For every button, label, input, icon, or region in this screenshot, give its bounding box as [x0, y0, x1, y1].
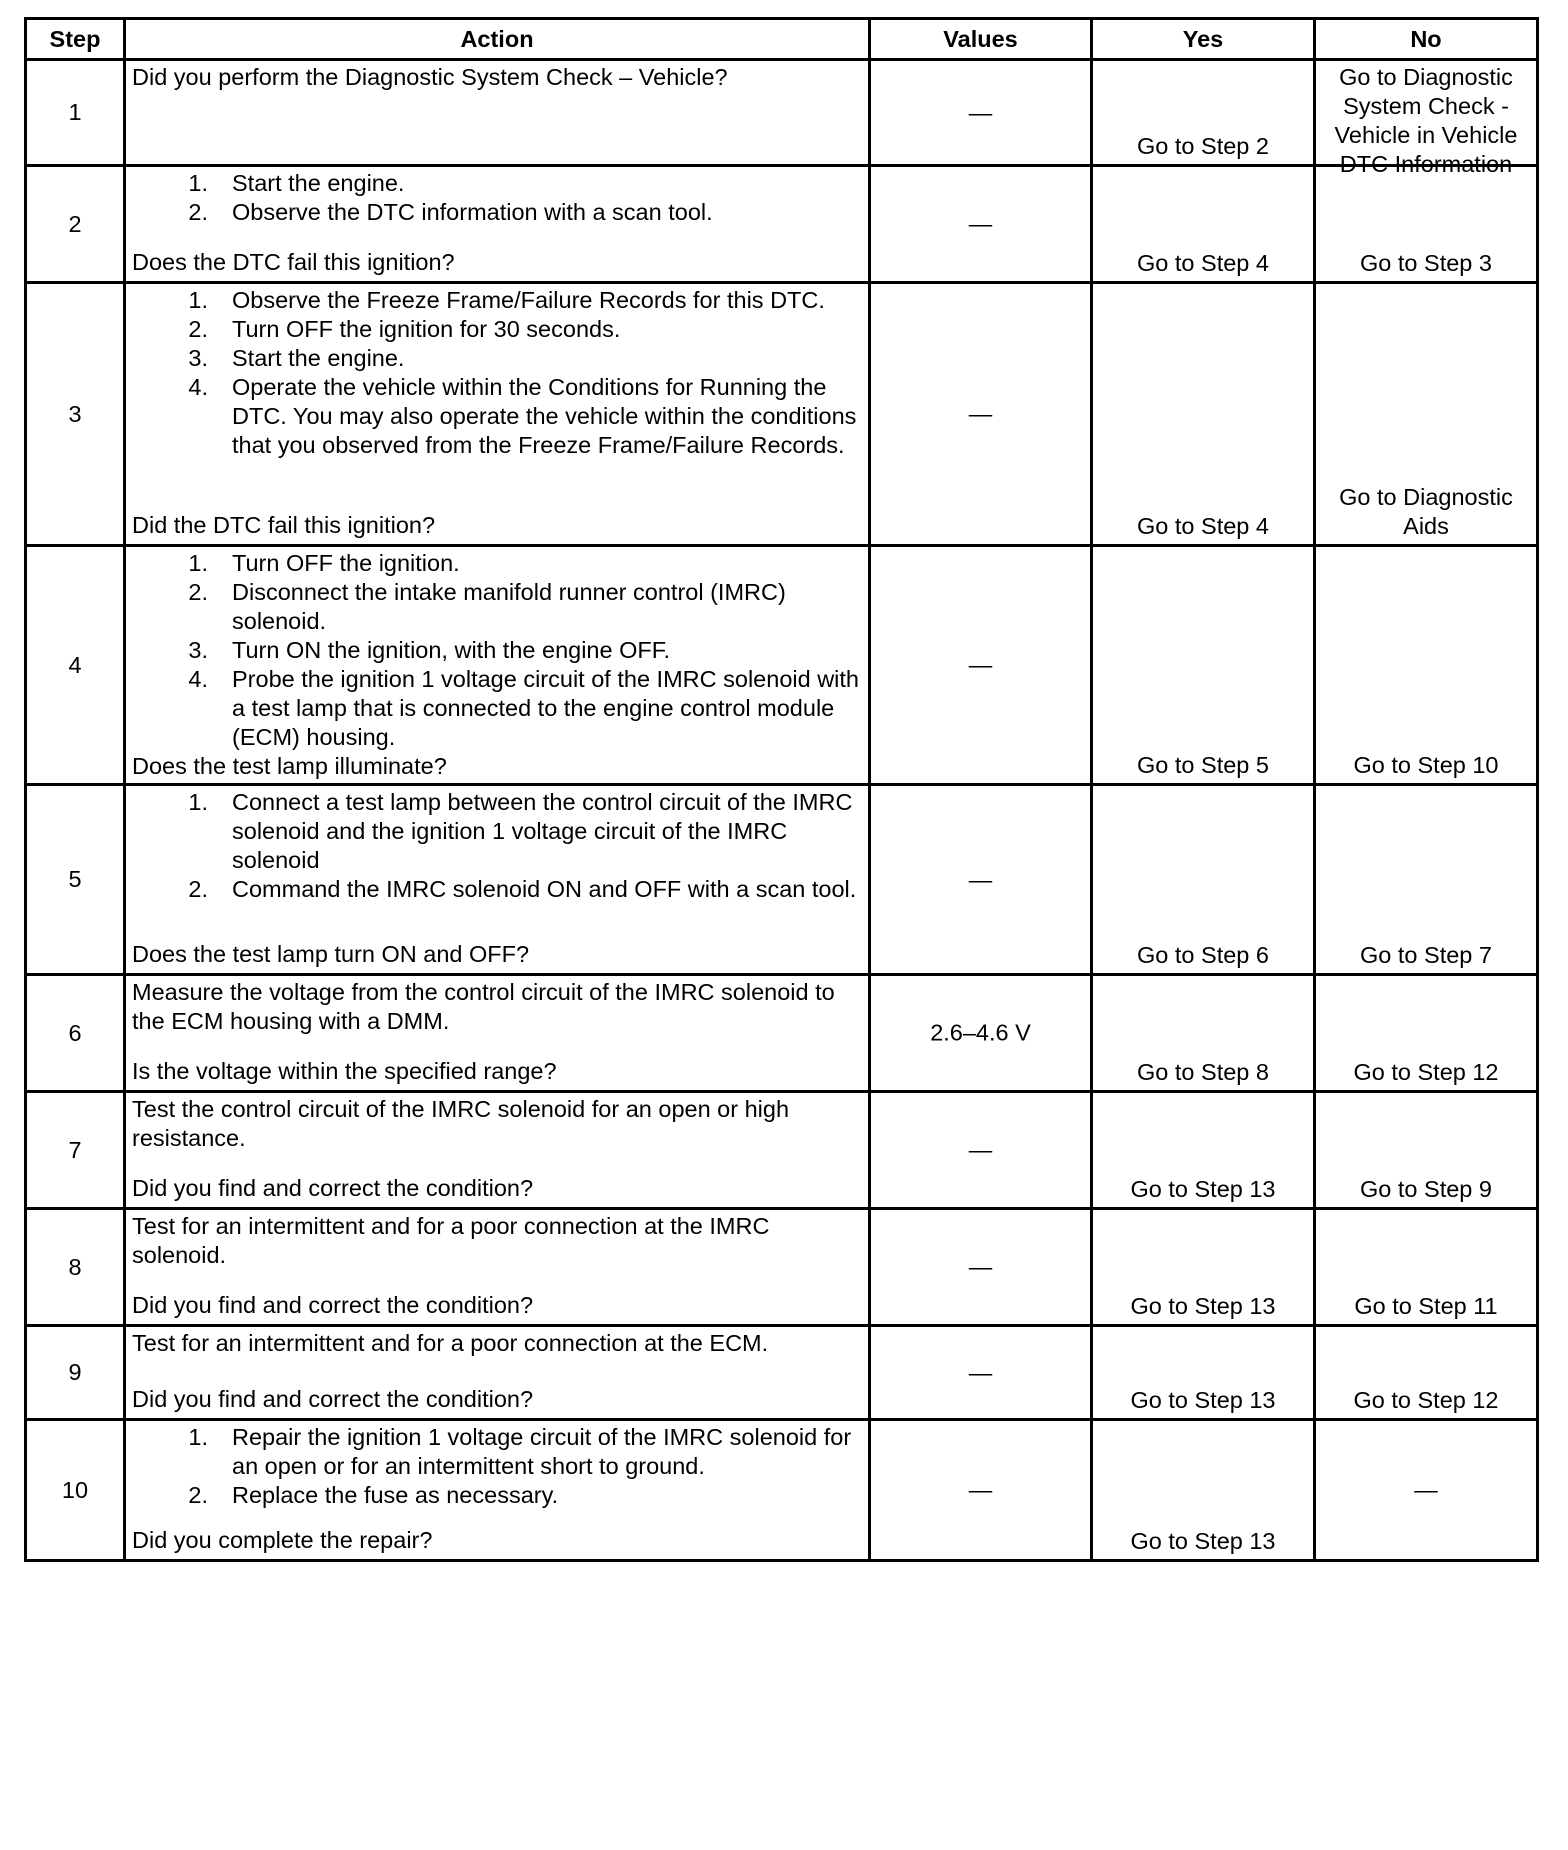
- no-cell: [1315, 975, 1538, 1092]
- value-text: 2.6–4.6 V: [930, 1019, 1031, 1046]
- action-content: [132, 1329, 862, 1414]
- yes-text: Go to Step 4: [1137, 250, 1269, 276]
- value-text: —: [968, 400, 993, 427]
- no-text: Go to Diagnostic System Check - Vehicle in Vehicle DTC Information: [1334, 64, 1518, 177]
- action-body: [132, 1095, 862, 1153]
- no-cell: [1315, 1326, 1538, 1420]
- list-item: [132, 169, 862, 198]
- no-cell: [1315, 1209, 1538, 1326]
- step-number: 10: [26, 1420, 125, 1561]
- yes-cell: [1092, 1209, 1315, 1326]
- action-cell: [125, 166, 870, 283]
- item-number: 1.: [188, 550, 208, 576]
- yes-cell: [1092, 975, 1315, 1092]
- item-number: 4.: [188, 666, 208, 692]
- list-item: [132, 875, 862, 904]
- list-item: [132, 1423, 862, 1481]
- action-question: Did the DTC fail this ignition?: [132, 512, 436, 538]
- step-number: 8: [26, 1209, 125, 1326]
- action-content: [132, 1212, 862, 1320]
- action-question: Is the voltage within the specified range?: [132, 1058, 557, 1084]
- no-text: Go to Step 3: [1360, 250, 1492, 276]
- yes-text: Go to Step 5: [1137, 752, 1269, 778]
- no-text: Go to Step 10: [1353, 752, 1499, 778]
- item-text: Command the IMRC solenoid ON and OFF with a scan tool.: [232, 876, 857, 902]
- item-text: Observe the DTC information with a scan tool.: [232, 199, 713, 225]
- yes-cell: [1092, 283, 1315, 546]
- action-cell: [125, 546, 870, 785]
- action-content: [132, 978, 862, 1086]
- item-number: 2.: [188, 876, 208, 902]
- step-number: 5: [26, 785, 125, 975]
- item-number: 2.: [188, 199, 208, 225]
- item-text: Connect a test lamp between the control circuit of the IMRC solenoid and the ignition 1 voltage circuit of the IMRC solenoid: [232, 789, 853, 873]
- header-step: Step: [26, 19, 125, 60]
- table-row: [26, 546, 1538, 785]
- item-number: 2.: [188, 1482, 208, 1508]
- action-content: [132, 788, 862, 969]
- list-item: [132, 549, 862, 578]
- item-text: Disconnect the intake manifold runner control (IMRC) solenoid.: [232, 579, 786, 634]
- item-text: Probe the ignition 1 voltage circuit of the IMRC solenoid with a test lamp that is connected to the engine control module (ECM) housing.: [232, 666, 859, 750]
- item-number: 2.: [188, 579, 208, 605]
- values-cell: [870, 60, 1092, 166]
- item-number: 1.: [188, 287, 208, 313]
- action-cell: [125, 975, 870, 1092]
- no-text: —: [1414, 1476, 1438, 1503]
- table-row: [26, 1326, 1538, 1420]
- item-number: 4.: [188, 374, 208, 400]
- item-text: Turn ON the ignition, with the engine OFF.: [232, 637, 671, 663]
- step-number: 3: [26, 283, 125, 546]
- action-question: Does the test lamp turn ON and OFF?: [132, 941, 530, 967]
- action-cell: [125, 283, 870, 546]
- action-content: [132, 549, 862, 779]
- yes-text: Go to Step 4: [1137, 513, 1269, 539]
- yes-cell: [1092, 785, 1315, 975]
- values-cell: [870, 1326, 1092, 1420]
- table-row: [26, 1092, 1538, 1209]
- list-item: [132, 665, 862, 752]
- action-body: [132, 1212, 862, 1270]
- yes-cell: [1092, 166, 1315, 283]
- value-text: —: [968, 1136, 993, 1163]
- action-question: Did you complete the repair?: [132, 1527, 433, 1553]
- list-item: [132, 578, 862, 636]
- item-text: Observe the Freeze Frame/Failure Records for this DTC.: [232, 287, 825, 313]
- no-cell: [1315, 546, 1538, 785]
- action-content: [132, 1095, 862, 1203]
- action-body: [132, 1423, 862, 1510]
- no-cell: [1315, 283, 1538, 546]
- item-number: 2.: [188, 316, 208, 342]
- value-text: —: [968, 866, 993, 892]
- action-steps: [132, 286, 862, 460]
- action-question: Does the test lamp illuminate?: [132, 753, 447, 779]
- action-steps: [132, 169, 862, 227]
- item-number: 1.: [188, 789, 208, 815]
- action-cell: [125, 1326, 870, 1420]
- values-cell: [870, 975, 1092, 1092]
- yes-cell: [1092, 1326, 1315, 1420]
- list-item: [132, 198, 862, 227]
- header-row: [26, 19, 1538, 60]
- yes-cell: [1092, 546, 1315, 785]
- step-number: 2: [26, 166, 125, 283]
- yes-text: Go to Step 13: [1130, 1387, 1276, 1413]
- action-instruction: Measure the voltage from the control circuit of the IMRC solenoid to the ECM housing with a DMM.: [132, 979, 835, 1034]
- value-text: —: [968, 1476, 993, 1503]
- action-instruction: Test for an intermittent and for a poor connection at the ECM.: [132, 1330, 769, 1356]
- step-number: 6: [26, 975, 125, 1092]
- step-number: 9: [26, 1326, 125, 1420]
- list-item: [132, 286, 862, 315]
- value-text: —: [968, 651, 993, 678]
- action-cell: [125, 1092, 870, 1209]
- values-cell: [870, 166, 1092, 283]
- values-cell: [870, 1092, 1092, 1209]
- no-cell: [1315, 1420, 1538, 1561]
- action-body: [132, 788, 862, 904]
- step-number: 1: [26, 60, 125, 166]
- action-body: [132, 1329, 862, 1358]
- item-text: Replace the fuse as necessary.: [232, 1482, 559, 1508]
- yes-text: Go to Step 8: [1137, 1059, 1269, 1085]
- action-cell: [125, 785, 870, 975]
- yes-text: Go to Step 13: [1130, 1293, 1276, 1319]
- action-question: Did you find and correct the condition?: [132, 1292, 534, 1318]
- action-body: [132, 978, 862, 1036]
- item-text: Turn OFF the ignition.: [232, 550, 460, 576]
- list-item: [132, 1481, 862, 1510]
- yes-cell: [1092, 1420, 1315, 1561]
- action-cell: [125, 1420, 870, 1561]
- value-text: —: [968, 1253, 993, 1280]
- action-body: [132, 169, 862, 227]
- action-body: [132, 549, 862, 752]
- table-row: [26, 1420, 1538, 1561]
- item-number: 3.: [188, 637, 208, 663]
- values-cell: [870, 1209, 1092, 1326]
- action-instruction: Test for an intermittent and for a poor connection at the IMRC solenoid.: [132, 1213, 770, 1268]
- yes-text: Go to Step 13: [1130, 1176, 1276, 1202]
- list-item: [132, 788, 862, 875]
- list-item: [132, 344, 862, 373]
- item-text: Start the engine.: [232, 170, 405, 196]
- yes-cell: [1092, 1092, 1315, 1209]
- no-text: Go to Step 12: [1353, 1059, 1499, 1085]
- step-number: 7: [26, 1092, 125, 1209]
- header-action: Action: [125, 19, 870, 60]
- action-content: [132, 1423, 862, 1555]
- list-item: [132, 315, 862, 344]
- item-text: Operate the vehicle within the Conditions for Running the DTC. You may also operate the vehicle within the conditions that you observed from the Freeze Frame/Failure Records.: [232, 374, 857, 458]
- action-content: [132, 169, 862, 277]
- no-cell: [1315, 1092, 1538, 1209]
- values-cell: [870, 283, 1092, 546]
- value-text: —: [968, 1359, 993, 1385]
- no-cell: [1315, 60, 1538, 177]
- action-content: [132, 63, 862, 160]
- table-row: [26, 785, 1538, 975]
- action-question: Does the DTC fail this ignition?: [132, 249, 455, 275]
- action-steps: [132, 549, 862, 752]
- header-values: Values: [870, 19, 1092, 60]
- value-text: —: [968, 210, 993, 237]
- no-text: Go to Step 7: [1360, 942, 1492, 968]
- no-text: Go to Step 9: [1360, 1176, 1492, 1202]
- action-body: [132, 63, 862, 92]
- no-cell: [1315, 166, 1538, 283]
- value-text: —: [968, 99, 993, 125]
- values-cell: [870, 546, 1092, 785]
- action-question: Did you find and correct the condition?: [132, 1386, 534, 1412]
- action-question: Did you find and correct the condition?: [132, 1175, 534, 1201]
- list-item: [132, 636, 862, 665]
- action-instruction: Did you perform the Diagnostic System Check – Vehicle?: [132, 64, 728, 90]
- table-row: [26, 60, 1538, 166]
- values-cell: [870, 1420, 1092, 1561]
- action-cell: [125, 1209, 870, 1326]
- table-row: [26, 283, 1538, 546]
- no-cell: [1315, 785, 1538, 975]
- yes-text: Go to Step 6: [1137, 942, 1269, 968]
- item-text: Turn OFF the ignition for 30 seconds.: [232, 316, 621, 342]
- table-row: [26, 166, 1538, 283]
- item-number: 3.: [188, 345, 208, 371]
- item-number: 1.: [188, 1424, 208, 1450]
- no-text: Go to Diagnostic Aids: [1339, 484, 1513, 539]
- no-text: Go to Step 12: [1353, 1387, 1499, 1413]
- diagnostic-table: [24, 17, 1539, 1562]
- action-body: [132, 286, 862, 460]
- header-no: No: [1315, 19, 1538, 60]
- action-content: [132, 286, 862, 540]
- no-text: Go to Step 11: [1354, 1293, 1498, 1319]
- item-text: Start the engine.: [232, 345, 405, 371]
- table-row: [26, 1209, 1538, 1326]
- values-cell: [870, 785, 1092, 975]
- action-instruction: Test the control circuit of the IMRC solenoid for an open or high resistance.: [132, 1096, 790, 1151]
- step-number: 4: [26, 546, 125, 785]
- yes-text: Go to Step 2: [1137, 133, 1269, 159]
- item-text: Repair the ignition 1 voltage circuit of the IMRC solenoid for an open or for an intermittent short to ground.: [232, 1424, 852, 1479]
- action-cell: [125, 60, 870, 166]
- yes-cell: [1092, 60, 1315, 166]
- list-item: [132, 373, 862, 460]
- header-yes: Yes: [1092, 19, 1315, 60]
- action-steps: [132, 1423, 862, 1510]
- action-steps: [132, 788, 862, 904]
- item-number: 1.: [188, 170, 208, 196]
- table-row: [26, 975, 1538, 1092]
- yes-text: Go to Step 13: [1130, 1528, 1276, 1554]
